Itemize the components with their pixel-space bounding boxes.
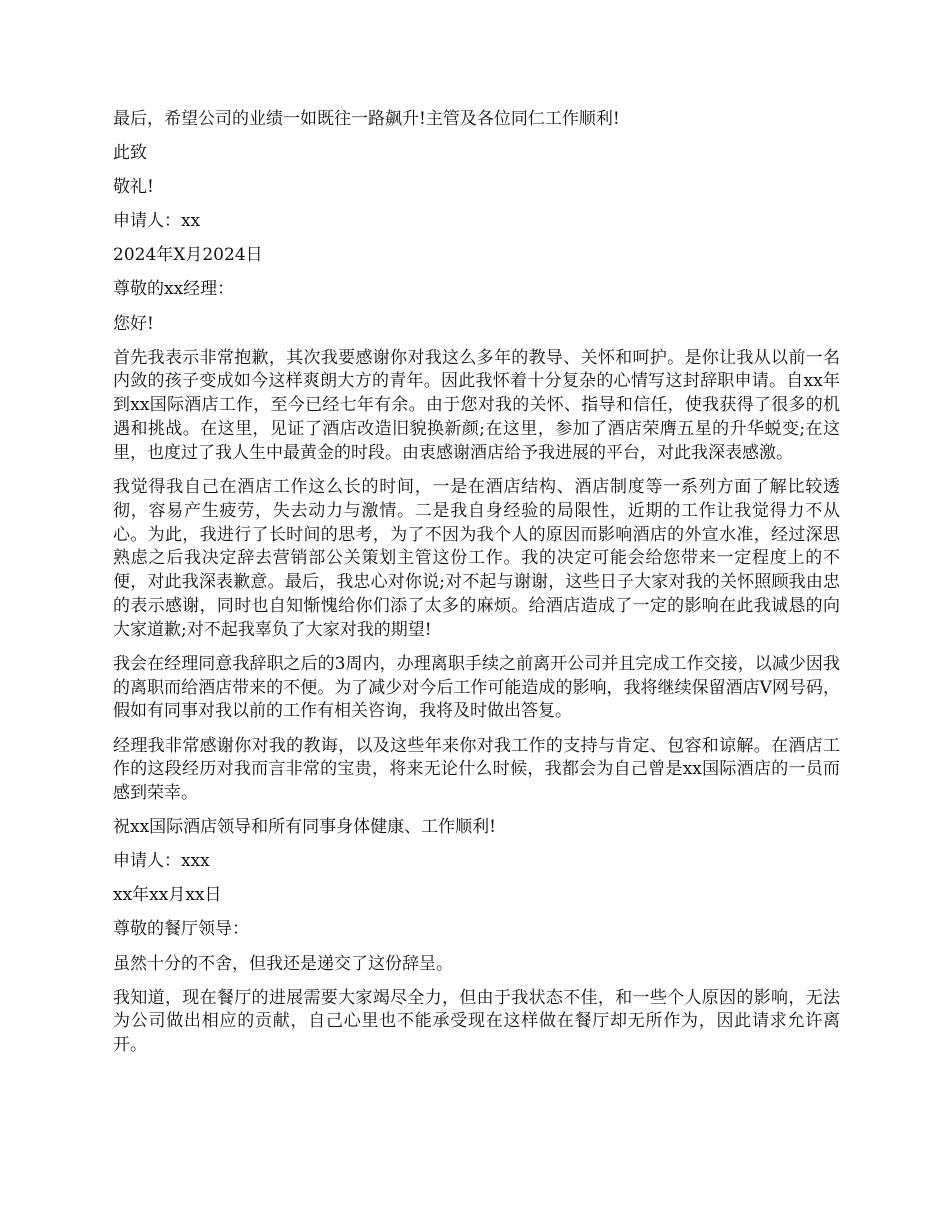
salutation-regards: 敬礼!: [113, 177, 154, 198]
letter-greeting-recipient: 尊敬的餐厅领导：: [113, 919, 249, 940]
letter-greeting-recipient: 尊敬的xx经理：: [113, 279, 235, 300]
closing-wish-paragraph: 祝xx国际酒店领导和所有同事身体健康、工作顺利!: [113, 817, 497, 838]
body-paragraph: 我知道，现在餐厅的进展需要大家竭尽全力，但由于我状态不佳，和一些个人原因的影响，无法为公司做出相应的贡献，自己心里也不能承受现在这样做在餐厅却无所作为，因此请求允许离开。: [113, 987, 840, 1056]
salutation-to: 此致: [113, 143, 147, 164]
closing-wish-paragraph: 最后，希望公司的业绩一如既往一路飙升!主管及各位同仁工作顺利!: [113, 109, 620, 129]
body-paragraph: 我会在经理同意我辞职之后的3周内，办理离职手续之前离开公司并且完成工作交接，以减少因我的离职而给酒店带来的不便。为了减少对今后工作可能造成的影响，我将继续保留酒店V网号码，假如有同事对我以前的工作有相关咨询，我将及时做出答复。: [113, 653, 840, 722]
body-paragraph: 首先我表示非常抱歉，其次我要感谢你对我这么多年的教导、关怀和呵护。是你让我从以前一名内敛的孩子变成如今这样爽朗大方的青年。因此我怀着十分复杂的心情写这封辞职申请。自xx年到xx国际酒店工作，至今已经七年有余。由于您对我的关怀、指导和信任，使我获得了很多的机遇和挑战。在这里，见证了酒店改造旧貌换新颜;在这里，参加了酒店荣膺五星的升华蜕变;在这里，也度过了我人生中最黄金的时段。由衷感谢酒店给予我进展的平台，对此我深表感激。: [113, 347, 840, 463]
applicant-signature: 申请人：xx: [113, 211, 201, 232]
body-paragraph: 经理我非常感谢你对我的教诲，以及这些年来你对我工作的支持与肯定、包容和谅解。在酒店工作的这段经历对我而言非常的宝贵，将来无论什么时候，我都会为自己曾是xx国际酒店的一员而感到荣幸。: [113, 735, 840, 804]
applicant-signature: 申请人：xxx: [113, 851, 210, 872]
body-paragraph: 虽然十分的不舍，但我还是递交了这份辞呈。: [113, 953, 453, 974]
body-paragraph: 我觉得我自己在酒店工作这么长的时间，一是在酒店结构、酒店制度等一系列方面了解比较透彻，容易产生疲劳，失去动力与激情。二是我自身经验的局限性，近期的工作让我觉得力不从心。为此，我进行了长时间的思考，为了不因为我个人的原因而影响酒店的外宣水准，经过深思熟虑之后我决定辞去营销部公关策划主管这份工作。我的决定可能会给您带来一定程度上的不便，对此我深表歉意。最后，我忠心对你说;对不起与谢谢，这些日子大家对我的关怀照顾我由忠的表示感谢，同时也自知惭愧给你们添了太多的麻烦。给酒店造成了一定的影响在此我诚恳的向大家道歉;对不起我辜负了大家对我的期望!: [113, 476, 840, 640]
document-page: [113, 108, 840, 1068]
letter-date: 2024年X月2024日: [113, 245, 263, 266]
letter-greeting-hello: 您好!: [113, 313, 154, 334]
letter-date: xx年xx月xx日: [113, 885, 222, 906]
